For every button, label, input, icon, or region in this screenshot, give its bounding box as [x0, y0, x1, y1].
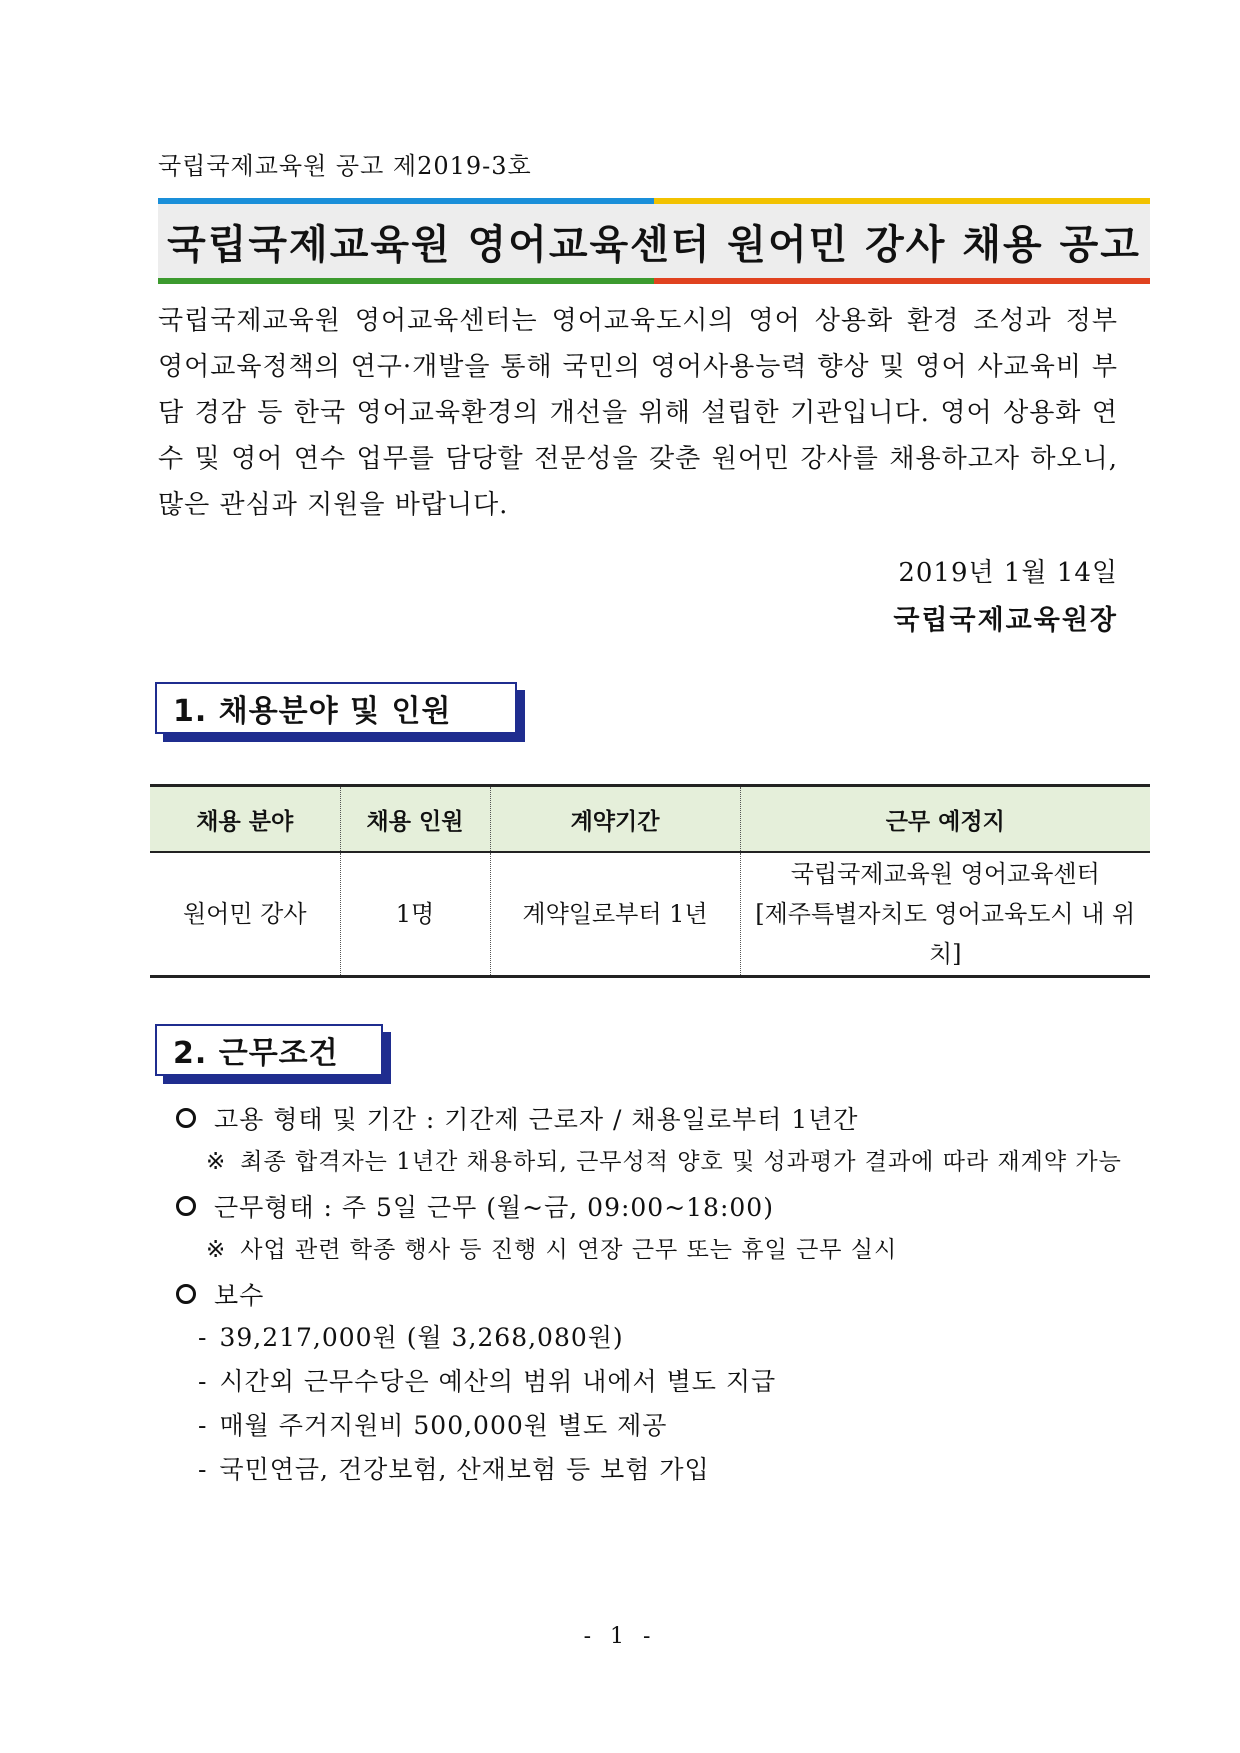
note-text: 최종 합격자는 1년간 채용하되, 근무성적 양호 및 성과평가 결과에 따라 재계약 가능	[240, 1149, 1122, 1175]
page-title: 국립국제교육원 영어교육센터 원어민 강사 채용 공고	[167, 221, 1141, 268]
condition-text: 고용 형태 및 기간 : 기간제 근로자 / 채용일로부터 1년간	[214, 1105, 859, 1134]
list-item	[176, 1448, 1136, 1492]
table-header-cell: 근무 예정지	[740, 786, 1150, 853]
condition-note	[176, 1140, 1136, 1184]
list-item-text: 39,217,000원 (월 3,268,080원)	[219, 1323, 624, 1352]
dash-bullet: -	[198, 1411, 208, 1440]
list-item	[176, 1360, 1136, 1404]
condition-employment	[176, 1096, 1136, 1140]
notice-date: 2019년 1월 14일	[898, 558, 1118, 588]
work-conditions	[176, 1096, 1136, 1492]
condition-salary	[176, 1272, 1136, 1316]
list-item	[176, 1404, 1136, 1448]
page-number: - 1 -	[583, 1624, 657, 1649]
note-text: 사업 관련 학종 행사 등 진행 시 연장 근무 또는 휴일 근무 실시	[240, 1237, 898, 1263]
condition-schedule	[176, 1184, 1136, 1228]
condition-text: 보수	[214, 1281, 265, 1310]
title-box	[158, 204, 1150, 278]
condition-note	[176, 1228, 1136, 1272]
dash-bullet: -	[198, 1367, 208, 1396]
title-bottom-bar	[158, 278, 1150, 284]
circle-bullet-icon	[176, 1196, 196, 1216]
table-cell-period: 계약일로부터 1년	[490, 852, 740, 977]
list-item-text: 매월 주거지원비 500,000원 별도 제공	[219, 1411, 668, 1440]
list-item	[176, 1316, 1136, 1360]
reference-mark-icon: ※	[206, 1149, 227, 1175]
location-line2: [제주특별자치도 영어교육도시 내 위치]	[755, 900, 1136, 968]
title-banner	[158, 198, 1150, 284]
circle-bullet-icon	[176, 1284, 196, 1304]
circle-bullet-icon	[176, 1108, 196, 1128]
location-line1: 국립국제교육원 영어교육센터	[790, 860, 1100, 888]
dash-bullet: -	[198, 1455, 208, 1484]
bottom-bar-green	[158, 278, 654, 284]
table-header-cell: 계약기간	[490, 786, 740, 853]
table-header-row	[150, 786, 1150, 853]
signer: 국립국제교육원장	[893, 605, 1118, 636]
table-header-cell: 채용 분야	[150, 786, 340, 853]
notice-number: 국립국제교육원 공고 제2019-3호	[158, 152, 532, 180]
table-row	[150, 852, 1150, 977]
reference-mark-icon: ※	[206, 1237, 227, 1263]
dash-bullet: -	[198, 1323, 208, 1352]
list-item-text: 국민연금, 건강보험, 산재보험 등 보험 가입	[219, 1455, 710, 1484]
section-heading-recruitment	[155, 682, 517, 734]
section-heading-conditions	[155, 1024, 383, 1076]
condition-text: 근무형태 : 주 5일 근무 (월~금, 09:00~18:00)	[214, 1193, 774, 1222]
recruitment-table	[150, 784, 1150, 978]
bottom-bar-red	[654, 278, 1150, 284]
table-cell-count: 1명	[340, 852, 490, 977]
intro-paragraph: 국립국제교육원 영어교육센터는 영어교육도시의 영어 상용화 환경 조성과 정부 영어교육정책의 연구·개발을 통해 국민의 영어사용능력 향상 및 영어 사교육비 부담 경감 등 한국 영어교육환경의 개선을 위해 설립한 기관입니다. 영어 상용화 연수 및 영어 연수 업무를 담당할 전문성을 갖춘 원어민 강사를 채용하고자 하오니, 많은 관심과 지원을 바랍니다.	[158, 306, 1118, 520]
table-cell-field: 원어민 강사	[150, 852, 340, 977]
section-heading-text: 1. 채용분야 및 인원	[173, 694, 452, 729]
section-heading-text: 2. 근무조건	[173, 1036, 339, 1071]
list-item-text: 시간외 근무수당은 예산의 범위 내에서 별도 지급	[219, 1367, 777, 1396]
table-cell-location	[740, 852, 1150, 977]
table-header-cell: 채용 인원	[340, 786, 490, 853]
